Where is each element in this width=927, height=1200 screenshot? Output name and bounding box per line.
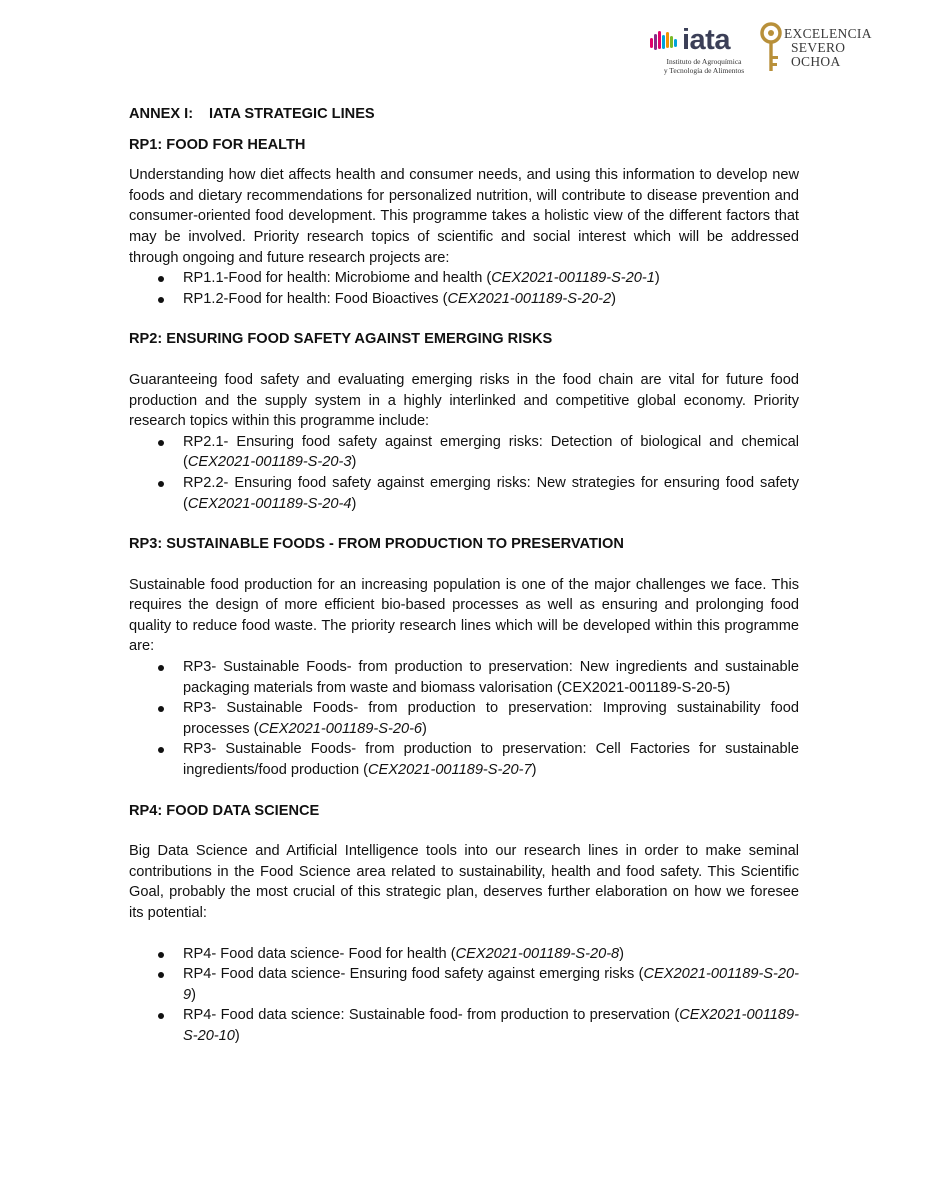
annex-title: IATA STRATEGIC LINES <box>209 106 375 122</box>
rp4-heading: RP4: FOOD DATA SCIENCE <box>129 802 320 819</box>
rp2-heading: RP2: ENSURING FOOD SAFETY AGAINST EMERGING RISKS <box>129 331 553 348</box>
severo-ochoa-logo <box>760 22 900 82</box>
project-code: CEX2021-001189-S-20-6 <box>258 720 423 737</box>
project-code: CEX2021-001189-S-20-2 <box>447 290 612 307</box>
iata-subtitle-line2: y Tecnología de Alimentos <box>663 66 745 75</box>
document-body <box>129 104 799 1047</box>
list-item: RP3- Sustainable Foods- from production to preservation: New ingredients and sustainable packaging materials from waste and biomass valorisation (CEX2021-001189-S-20-5) <box>129 657 799 698</box>
list-item: RP2.1- Ensuring food safety against emerging risks: Detection of biological and chemical (CEX2021-001189-S-20-3) <box>129 432 799 473</box>
severo-ochoa-text <box>784 27 872 69</box>
bullet-icon <box>158 276 164 282</box>
so-line3: OCHOA <box>791 54 841 69</box>
project-code: CEX2021-001189-S-20-7 <box>367 762 532 779</box>
annex-label: ANNEX I: <box>129 106 194 122</box>
rp4-paragraph: Big Data Science and Artificial Intelligence tools into our research lines in order to make seminal contributions in the Food Science area related to sustainability, health and food safety. This Scientific Goal, probably the most crucial of this strategic plan, deserves further elaboration on how we foresee its potential: <box>129 843 799 921</box>
list-item: RP1.2-Food for health: Food Bioactives (CEX2021-001189-S-20-2) <box>129 289 799 310</box>
iata-subtitle <box>654 57 754 75</box>
rp3-paragraph: Sustainable food production for an increasing population is one of the major challenges we face. This requires the design of more efficient bio-based processes as well as ensuring and prolonging food quality to reduce food waste. The priority research lines which will be developed within this programme are: <box>129 576 799 655</box>
bullet-icon <box>158 952 164 958</box>
rp1-paragraph: Understanding how diet affects health and consumer needs, and using this information to develop new foods and dietary recommendations for personalized nutrition, will contribute to disease prevention and consumer-oriented food development. This programme takes a holistic view of the different factors that may be involved. Priority research topics of scientific and social interest which will be addressed through ongoing and future research projects are: <box>129 167 799 266</box>
bullet-icon <box>158 481 164 487</box>
list-item: RP1.1-Food for health: Microbiome and health (CEX2021-001189-S-20-1) <box>129 268 799 289</box>
project-code: CEX2021-001189-S-20-1 <box>491 270 655 287</box>
list-item: RP2.2- Ensuring food safety against emerging risks: New strategies for ensuring food safety (CEX2021-001189-S-20-4) <box>129 473 799 514</box>
so-line2: SEVERO <box>791 40 846 55</box>
list-item: RP4- Food data science- Ensuring food safety against emerging risks (CEX2021-001189-S-20-9) <box>129 964 799 1005</box>
project-code: CEX2021-001189-S-20-8 <box>455 945 620 962</box>
annex-heading <box>129 104 799 125</box>
so-line1: EXCELENCIA <box>784 26 872 41</box>
iata-subtitle-line1: Instituto de Agroquímica <box>666 57 742 66</box>
bullet-icon <box>158 747 164 753</box>
rp1-heading: RP1: FOOD FOR HEALTH <box>129 136 306 153</box>
key-icon <box>760 22 782 74</box>
bullet-icon <box>158 972 164 978</box>
list-item: RP3- Sustainable Foods- from production to preservation: Improving sustainability food processes (CEX2021-001189-S-20-6) <box>129 698 799 739</box>
bullet-icon <box>158 297 164 303</box>
project-code: CEX2021-001189-S-20-9 <box>183 966 799 1003</box>
rp4-list <box>129 944 799 1047</box>
bullet-icon <box>158 665 164 671</box>
rp3-list <box>129 657 799 781</box>
project-code: CEX2021-001189-S-20-3 <box>187 454 352 471</box>
bullet-icon <box>158 1013 164 1019</box>
rp1-list <box>129 268 799 309</box>
iata-logo <box>648 22 748 82</box>
bullet-icon <box>158 440 164 446</box>
rp2-paragraph: Guaranteeing food safety and evaluating emerging risks in the food chain are vital for future food production and the supply system in a highly interlinked and competitive global economy. Priority research topics within this programme include: <box>129 371 799 430</box>
iata-wordmark: iata <box>682 24 730 56</box>
project-code: CEX2021-001189-S-20-10 <box>183 1007 799 1044</box>
project-code: CEX2021-001189-S-20-4 <box>187 495 352 512</box>
list-item: RP4- Food data science- Food for health (CEX2021-001189-S-20-8) <box>129 944 799 965</box>
list-item: RP4- Food data science: Sustainable food- from production to preservation (CEX2021-001189-S-20-10) <box>129 1005 799 1046</box>
rp2-list <box>129 432 799 514</box>
rp3-heading: RP3: SUSTAINABLE FOODS - FROM PRODUCTION TO PRESERVATION <box>129 536 624 553</box>
bullet-icon <box>158 706 164 712</box>
list-item: RP3- Sustainable Foods- from production to preservation: Cell Factories for sustainable ingredients/food production (CEX2021-001189-S-20-7) <box>129 739 799 780</box>
iata-bars-icon <box>650 30 680 52</box>
